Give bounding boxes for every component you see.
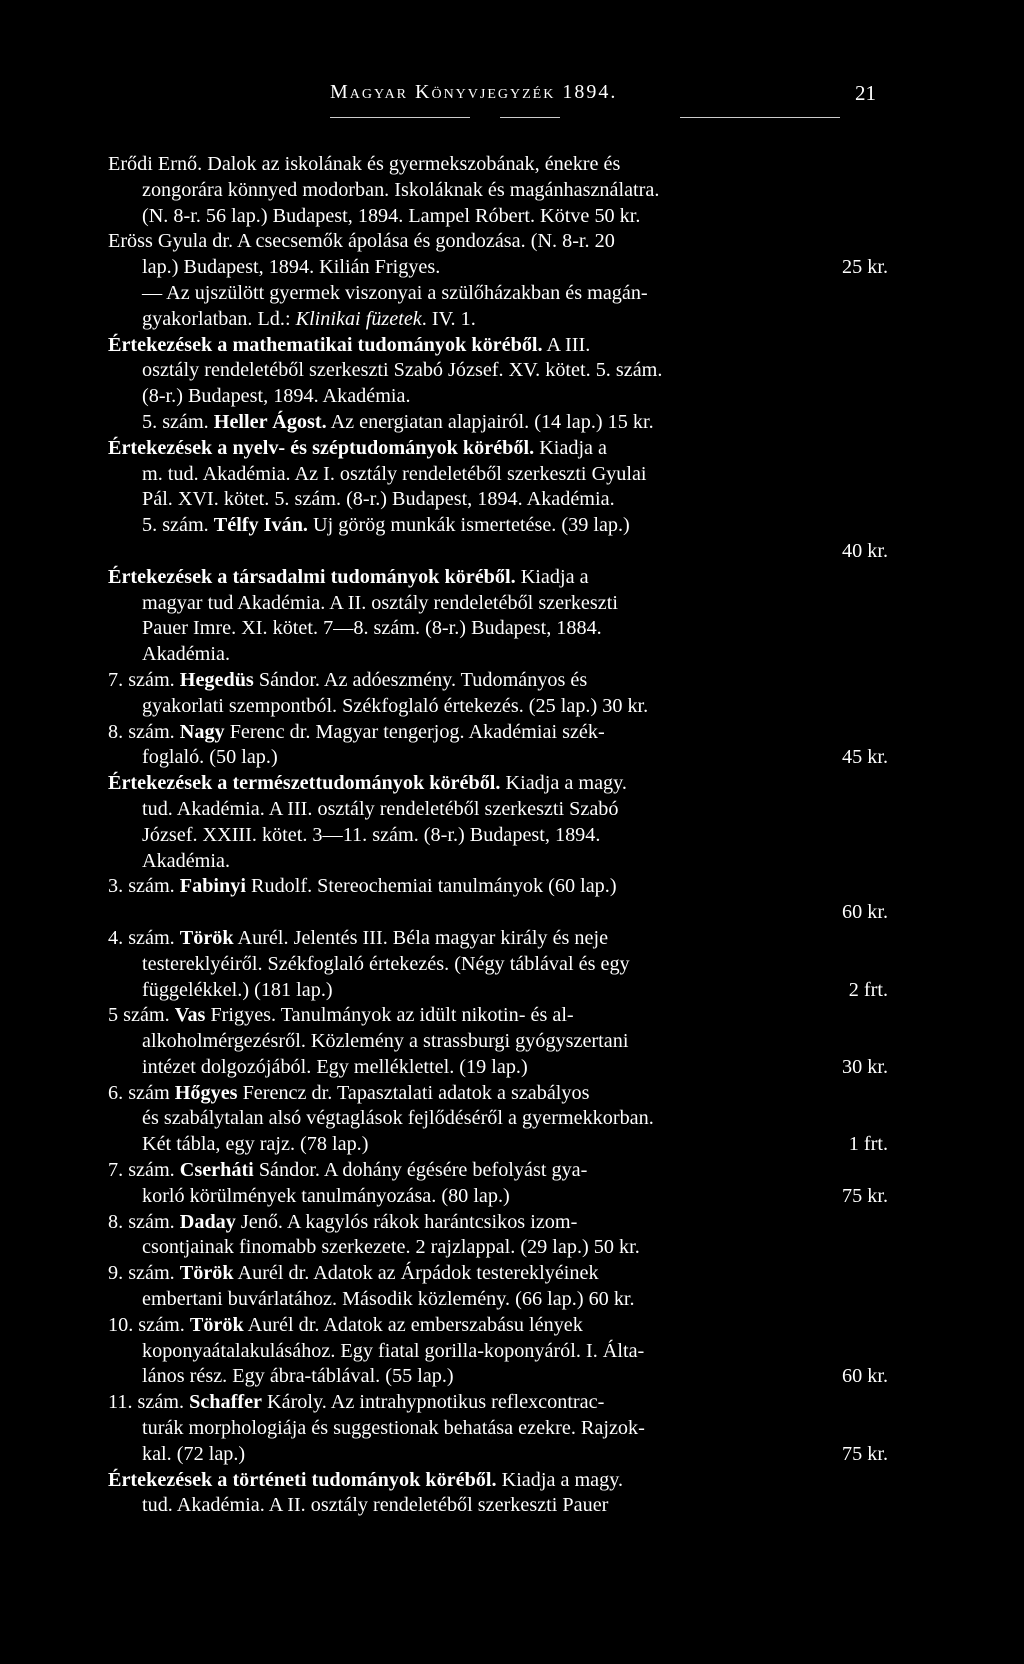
header-rule bbox=[680, 117, 840, 118]
line-text: Ferencz dr. Tapasztalati adatok a szabályos bbox=[237, 1081, 590, 1104]
line-text: lap.) Budapest, 1894. Kilián Frigyes. bbox=[142, 256, 441, 279]
line-text: 5. szám. bbox=[142, 410, 214, 433]
price: 60 kr. bbox=[842, 901, 888, 924]
line-text: (8-r.) Budapest, 1894. Akadémia. bbox=[142, 385, 411, 408]
price: 75 kr. bbox=[842, 1184, 888, 1207]
header-rule bbox=[330, 117, 470, 118]
line-text: Pauer Imre. XI. kötet. 7—8. szám. (8-r.) Budapest, 1884. bbox=[142, 617, 602, 640]
header-title: Magyar Könyvjegyzék 1894. bbox=[330, 81, 618, 103]
text-line bbox=[108, 1493, 888, 1519]
bold-heading-text: Török bbox=[179, 926, 234, 949]
line-text: 9. szám. bbox=[108, 1262, 180, 1285]
bold-heading-text: Nagy bbox=[179, 720, 225, 743]
text-line bbox=[108, 823, 888, 849]
bold-heading-text: Értekezések a társadalmi tudományok köréből. bbox=[108, 565, 516, 588]
line-text: kal. (72 lap.) bbox=[142, 1442, 246, 1465]
line-text: Jenő. A kagylós rákok harántcsikos izom- bbox=[235, 1210, 578, 1233]
italic-reference-text: Klinikai füzetek bbox=[295, 307, 422, 330]
text-line bbox=[108, 1416, 888, 1442]
text-line bbox=[108, 1468, 888, 1494]
line-text: József. XXIII. kötet. 3—11. szám. (8-r.) Budapest, 1894. bbox=[142, 823, 601, 846]
bold-heading-text: Értekezések a mathematikai tudományok köréből. bbox=[108, 333, 543, 356]
text-line bbox=[108, 1210, 888, 1236]
line-text: Kiadja a bbox=[515, 565, 589, 588]
line-text: lános rész. Egy ábra-táblával. (55 lap.) bbox=[142, 1365, 454, 1388]
bold-heading-text: Schaffer bbox=[189, 1391, 262, 1414]
line-text: gyakorlatban. Ld.: bbox=[142, 307, 296, 330]
price: 40 kr. bbox=[842, 539, 888, 562]
bold-heading-text: Daday bbox=[179, 1210, 236, 1233]
price: 1 frt. bbox=[848, 1133, 888, 1156]
line-text: alkoholmérgezésről. Közlemény a strassburgi gyógyszertani bbox=[142, 1030, 629, 1053]
bold-heading-text: Hegedüs bbox=[179, 668, 254, 691]
line-text: . IV. 1. bbox=[421, 307, 476, 330]
line-text: Akadémia. bbox=[142, 849, 231, 872]
line-text: 7. szám. bbox=[108, 668, 180, 691]
line-text: intézet dolgozójából. Egy melléklettel. (19 lap.) bbox=[142, 1055, 528, 1078]
text-line bbox=[108, 1106, 888, 1132]
text-line bbox=[108, 229, 888, 255]
bold-heading-text: Értekezések a természettudományok köréből. bbox=[108, 772, 501, 795]
line-text: 10. szám. bbox=[108, 1313, 190, 1336]
running-header bbox=[0, 81, 1024, 111]
line-text: — Az ujszülött gyermek viszonyai a szülőházakban és magán- bbox=[142, 281, 648, 304]
line-text: magyar tud Akadémia. A II. osztály rendeletéből szerkeszti bbox=[142, 591, 618, 614]
line-text: Aurél dr. Adatok az Árpádok testereklyéinek bbox=[233, 1262, 599, 1285]
line-text: Az energiatan alapjairól. (14 lap.) 15 kr. bbox=[326, 410, 654, 433]
price: 60 kr. bbox=[842, 1365, 888, 1388]
line-text: (N. 8-r. 56 lap.) Budapest, 1894. Lampel Róbert. Kötve 50 kr. bbox=[142, 204, 641, 227]
line-text: embertani buvárlatához. Második közlemény. (66 lap.) 60 kr. bbox=[142, 1288, 635, 1311]
text-line bbox=[108, 152, 888, 178]
text-line bbox=[108, 694, 888, 720]
line-text: és szabálytalan alsó végtaglások fejlődéséről a gyermekkorban. bbox=[142, 1107, 654, 1130]
line-text: foglaló. (50 lap.) bbox=[142, 746, 278, 769]
text-line bbox=[108, 281, 888, 307]
text-line bbox=[108, 487, 888, 513]
price: 2 frt. bbox=[848, 978, 888, 1001]
price: 75 kr. bbox=[842, 1442, 888, 1465]
text-line bbox=[108, 358, 888, 384]
text-line bbox=[108, 333, 888, 359]
bold-heading-text: Értekezések a nyelv- és széptudományok köréből. bbox=[108, 436, 535, 459]
bold-heading-text: Télfy Iván. bbox=[213, 514, 308, 537]
line-text: tud. Akadémia. A III. osztály rendeletéből szerkeszti Szabó bbox=[142, 797, 619, 820]
line-text: 8. szám. bbox=[108, 1210, 180, 1233]
text-line bbox=[108, 797, 888, 823]
text-line bbox=[108, 410, 888, 436]
line-text: zongorára könnyed modorban. Iskoláknak és magánhasználatra. bbox=[142, 178, 660, 201]
price: 30 kr. bbox=[842, 1055, 888, 1078]
line-text: 8. szám. bbox=[108, 720, 180, 743]
text-line bbox=[108, 952, 888, 978]
line-text: osztály rendeletéből szerkeszti Szabó József. XV. kötet. 5. szám. bbox=[142, 359, 663, 382]
line-text: Pál. XVI. kötet. 5. szám. (8-r.) Budapest, 1894. Akadémia. bbox=[142, 488, 615, 511]
line-text: 7. szám. bbox=[108, 1159, 180, 1182]
bold-heading-text: Vas bbox=[174, 1004, 206, 1027]
bold-heading-text: Hőgyes bbox=[174, 1081, 238, 1104]
line-text: Uj görög munkák ismertetése. (39 lap.) bbox=[307, 514, 630, 537]
bold-heading-text: Értekezések a történeti tudományok köréből. bbox=[108, 1468, 497, 1491]
text-line bbox=[108, 1081, 888, 1107]
line-text: 11. szám. bbox=[108, 1391, 190, 1414]
text-line bbox=[108, 978, 888, 1004]
text-line bbox=[108, 1287, 888, 1313]
text-line bbox=[108, 926, 888, 952]
line-text: Akadémia. bbox=[142, 643, 231, 666]
text-line bbox=[108, 1235, 888, 1261]
text-line bbox=[108, 1055, 888, 1081]
text-line bbox=[108, 462, 888, 488]
text-line bbox=[108, 1442, 888, 1468]
text-line bbox=[108, 384, 888, 410]
bold-heading-text: Török bbox=[179, 1262, 234, 1285]
text-line bbox=[108, 591, 888, 617]
bold-heading-text: Cserháti bbox=[179, 1159, 254, 1182]
line-text: Ferenc dr. Magyar tengerjog. Akadémiai szék- bbox=[224, 720, 605, 743]
text-line bbox=[108, 1132, 888, 1158]
text-line bbox=[108, 565, 888, 591]
text-line bbox=[108, 1184, 888, 1210]
line-text: csontjainak finomabb szerkezete. 2 rajzlappal. (29 lap.) 50 kr. bbox=[142, 1236, 640, 1259]
text-line bbox=[108, 1003, 888, 1029]
line-text: A csecsemők ápolása és gondozása. (N. 8-r. 20 bbox=[233, 230, 615, 253]
text-line bbox=[108, 849, 888, 875]
line-text: Dalok az iskolának és gyermekszobának, énekre és bbox=[202, 153, 621, 175]
line-text: Eröss Gyula dr. bbox=[108, 230, 234, 253]
page-number: 21 bbox=[855, 81, 876, 105]
text-line bbox=[108, 874, 888, 900]
text-line bbox=[108, 642, 888, 668]
price: 25 kr. bbox=[842, 256, 888, 279]
text-line bbox=[108, 720, 888, 746]
line-text: A III. bbox=[542, 333, 591, 356]
line-text: Rudolf. Stereochemiai tanulmányok (60 lap.) bbox=[245, 875, 617, 898]
line-text: turák morphologiája és suggestionak behatása ezekre. Rajzok- bbox=[142, 1417, 645, 1440]
bold-heading-text: Török bbox=[189, 1313, 244, 1336]
text-line bbox=[108, 1313, 888, 1339]
text-line bbox=[108, 1261, 888, 1287]
line-text: m. tud. Akadémia. Az I. osztály rendeletéből szerkeszti Gyulai bbox=[142, 462, 647, 485]
line-text: 5 szám. bbox=[108, 1004, 175, 1027]
line-text: 4. szám. bbox=[108, 926, 180, 949]
line-text: 5. szám. bbox=[142, 514, 214, 537]
text-line bbox=[108, 745, 888, 771]
text-line bbox=[108, 255, 888, 281]
line-text: Frigyes. Tanulmányok az idült nikotin- és al- bbox=[205, 1004, 574, 1027]
line-text: 3. szám. bbox=[108, 875, 180, 898]
text-line bbox=[108, 1158, 888, 1184]
line-text: Károly. Az intrahypnotikus reflexcontrac- bbox=[261, 1391, 605, 1414]
text-line bbox=[108, 307, 888, 333]
text-line bbox=[108, 178, 888, 204]
price: 45 kr. bbox=[842, 746, 888, 769]
bold-heading-text: Heller Ágost. bbox=[213, 410, 327, 433]
line-text: Aurél. Jelentés III. Béla magyar király és neje bbox=[233, 926, 609, 949]
text-line bbox=[108, 1364, 888, 1390]
text-line bbox=[108, 436, 888, 462]
line-text: koponyaátalakulásához. Egy fiatal gorilla-koponyáról. I. Álta- bbox=[142, 1339, 645, 1362]
text-line bbox=[108, 1029, 888, 1055]
line-text: függelékkel.) (181 lap.) bbox=[142, 978, 333, 1001]
text-line bbox=[108, 900, 888, 926]
line-text: gyakorlati szempontból. Székfoglaló értekezés. (25 lap.) 30 kr. bbox=[142, 694, 649, 717]
text-line bbox=[108, 616, 888, 642]
line-text: Kiadja a magy. bbox=[496, 1468, 624, 1491]
line-text: Sándor. A dohány égésére befolyást gya- bbox=[253, 1159, 588, 1182]
line-text: Két tábla, egy rajz. (78 lap.) bbox=[142, 1133, 369, 1156]
text-line bbox=[108, 1390, 888, 1416]
bold-heading-text: Fabinyi bbox=[179, 875, 246, 898]
header-rule bbox=[500, 117, 560, 118]
line-text: Erődi Ernő. bbox=[108, 153, 203, 175]
line-text: 6. szám bbox=[108, 1081, 175, 1104]
text-line bbox=[108, 771, 888, 797]
line-text: Kiadja a magy. bbox=[500, 772, 627, 795]
line-text: testereklyéiről. Székfoglaló értekezés. (Négy táblával és egy bbox=[142, 952, 630, 975]
line-text: tud. Akadémia. A II. osztály rendeletéből szerkeszti Pauer bbox=[142, 1494, 609, 1517]
line-text: Kiadja a bbox=[534, 436, 608, 459]
text-line bbox=[108, 204, 888, 230]
text-line bbox=[108, 539, 888, 565]
line-text: Sándor. Az adóeszmény. Tudományos és bbox=[253, 668, 588, 691]
catalogue-text bbox=[108, 152, 888, 1519]
text-line bbox=[108, 1339, 888, 1365]
line-text: Aurél dr. Adatok az emberszabásu lények bbox=[243, 1313, 583, 1336]
line-text: korló körülmények tanulmányozása. (80 lap.) bbox=[142, 1184, 510, 1207]
text-line bbox=[108, 513, 888, 539]
text-line bbox=[108, 668, 888, 694]
